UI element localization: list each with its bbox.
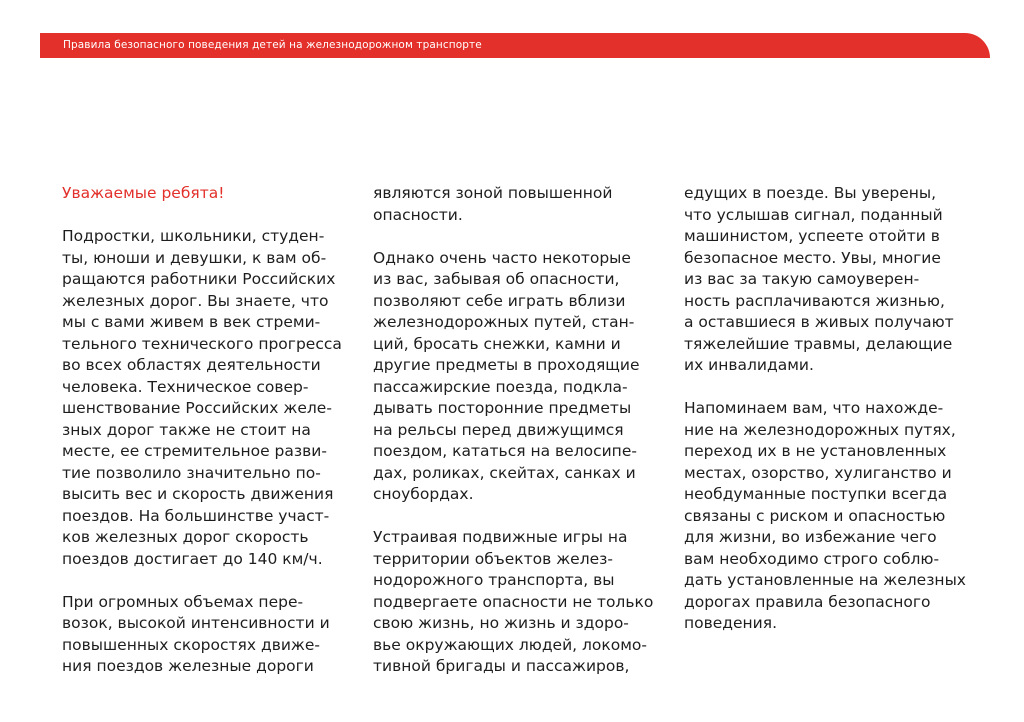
text-line: из вас за такую самоуверен- [684, 270, 920, 288]
text-line: железных дорог. Вы знаете, что [62, 291, 329, 310]
header-band [40, 33, 990, 58]
text-line: ций, бросать снежки, камни и [373, 334, 621, 353]
text-line: мы с вами живем в век стреми- [62, 313, 321, 331]
text-line: для жизни, во избежание чего [684, 528, 937, 546]
text-line: нодорожного транспорта, вы [373, 571, 615, 589]
text-paragraph [684, 183, 984, 377]
text-line: пассажирские поезда, подкла- [373, 377, 628, 396]
text-line: ние на железнодорожных путях, [684, 420, 956, 439]
text-paragraph [684, 398, 984, 635]
text-line: вам необходимо строго соблю- [684, 549, 940, 568]
text-line: во всех областях деятельности [62, 356, 321, 374]
text-line: дорогах правила безопасного [684, 592, 931, 611]
text-line: железнодорожных путей, стан- [373, 313, 635, 331]
text-line: опасности. [373, 205, 463, 224]
text-line: человека. Техническое совер- [62, 377, 309, 396]
text-column-3 [684, 183, 984, 656]
text-paragraph [373, 183, 673, 226]
text-line: связаны с риском и опасностью [684, 506, 946, 525]
text-line: дах, роликах, скейтах, санках и [373, 463, 636, 482]
text-line: на рельсы перед движущимся [373, 420, 624, 439]
text-line: ты, юноши и девушки, к вам об- [62, 248, 327, 267]
text-line: ния поездов железные дороги [62, 657, 314, 675]
text-line: Подростки, школьники, студен- [62, 227, 325, 245]
text-line: из вас, забывая об опасности, [373, 270, 620, 288]
text-line: дать установленные на железных [684, 571, 966, 589]
text-paragraph [373, 527, 673, 678]
text-paragraph [62, 226, 362, 570]
text-line: Однако очень часто некоторые [373, 248, 631, 267]
text-line: ращаются работники Российских [62, 270, 336, 288]
text-line: тивной бригады и пассажиров, [373, 657, 630, 675]
text-line: Устраивая подвижные игры на [373, 528, 628, 546]
text-line: месте, ее стремительное разви- [62, 442, 327, 460]
page-header-title: Правила безопасного поведения детей на железнодорожном транспорте [63, 39, 482, 51]
text-line: территории объектов желез- [373, 549, 613, 568]
text-line: высить вес и скорость движения [62, 485, 334, 503]
text-line: тельного технического прогресса [62, 334, 342, 353]
text-line: едущих в поезде. Вы уверены, [684, 184, 937, 202]
text-line: другие предметы в проходящие [373, 356, 640, 374]
text-line: поездов достигает до 140 км/ч. [62, 549, 323, 568]
text-column-2 [373, 183, 673, 699]
text-column-1 [62, 183, 362, 699]
text-line: поездов. На большинстве участ- [62, 506, 330, 525]
text-line: что услышав сигнал, поданный [684, 205, 943, 224]
text-line: позволяют себе играть вблизи [373, 291, 626, 310]
text-line: их инвалидами. [684, 356, 814, 374]
text-line: Уважаемые ребята! [62, 184, 225, 202]
text-line: машинистом, успеете отойти в [684, 227, 940, 245]
text-line: ность расплачиваются жизнью, [684, 291, 945, 310]
text-line: поездом, кататься на велосипе- [373, 442, 637, 460]
text-line: повышенных скоростях движе- [62, 635, 320, 654]
text-line: являются зоной повышенной [373, 184, 613, 202]
text-paragraph [373, 248, 673, 506]
text-line: местах, озорство, хулиганство и [684, 463, 952, 482]
text-line: переход их в не установленных [684, 442, 947, 460]
text-line: подвергаете опасности не только [373, 592, 654, 611]
text-line: шенствование Российских желе- [62, 399, 332, 417]
text-paragraph [62, 592, 362, 678]
text-line: свою жизнь, но жизнь и здоро- [373, 614, 629, 632]
text-line: зных дорог также не стоит на [62, 420, 311, 439]
text-line: а оставшиеся в живых получают [684, 313, 954, 331]
text-line: Напоминаем вам, что нахожде- [684, 399, 944, 417]
text-line: безопасное место. Увы, многие [684, 248, 941, 267]
text-line: При огромных объемах перe- [62, 592, 304, 611]
text-line: ков железных дорог скорость [62, 528, 309, 546]
text-line: сноубордах. [373, 485, 474, 503]
text-line: поведения. [684, 614, 777, 632]
text-line: дывать посторонние предметы [373, 399, 632, 417]
text-line: возок, высокой интенсивности и [62, 614, 330, 632]
text-line: вье окружающих людей, локомо- [373, 635, 648, 654]
text-line: необдуманные поступки всегда [684, 485, 948, 503]
greeting-heading [62, 183, 362, 205]
text-line: тяжелейшие травмы, делающие [684, 334, 953, 353]
text-line: тие позволило значительно по- [62, 463, 321, 482]
